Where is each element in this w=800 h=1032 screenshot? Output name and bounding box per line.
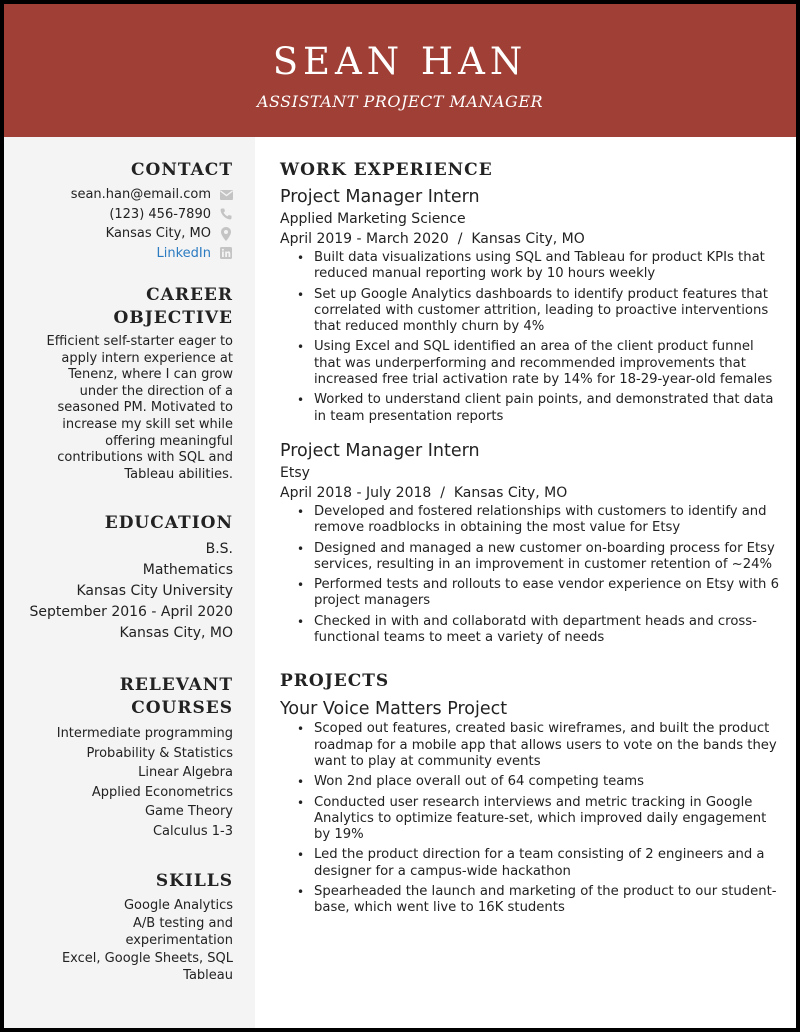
- education-section: [4, 512, 233, 644]
- education-location: Kansas City, MO: [119, 625, 233, 642]
- skills-title: SKILLS: [155, 871, 233, 892]
- skills-section: [4, 870, 233, 985]
- candidate-role: ASSISTANT PROJECT MANAGER: [256, 92, 544, 111]
- job-title: Project Manager Intern: [280, 187, 480, 207]
- course-item: Calculus 1-3: [152, 823, 233, 839]
- objective-section: [4, 284, 233, 483]
- job-title: Project Manager Intern: [280, 440, 480, 461]
- resume-page: [4, 4, 796, 1028]
- sidebar: [4, 137, 255, 1028]
- job-entry: [280, 440, 780, 646]
- projects-section: [280, 670, 780, 916]
- project-bullet: • Scoped out features, created basic wireframes, and built the product roadmap for a mobile app that allows users to vote on the bands they want to play at community events: [297, 721, 780, 770]
- linkedin-icon: [219, 246, 233, 260]
- skill-item: Tableau: [183, 968, 233, 984]
- project-bullet: • Led the product direction for a team consisting of 2 engineers and a designer for a campus-wide hackathon: [297, 847, 780, 880]
- experience-title: WORK EXPERIENCE: [280, 160, 493, 180]
- job-meta: [280, 484, 780, 503]
- project-bullet: • Conducted user research interviews and metric tracking in Google Analytics to optimize feature-set, which improved daily engagement by 19%: [297, 795, 780, 844]
- job-bullet: • Developed and fostered relationships with customers to identify and remove roadblocks in obtaining the most value for Etsy: [297, 504, 780, 537]
- contact-linkedin[interactable]: [4, 244, 233, 264]
- job-separator: /: [457, 231, 463, 247]
- course-item: Game Theory: [144, 804, 233, 820]
- job-dates: April 2018 - July 2018: [280, 484, 432, 501]
- main-content: [280, 137, 780, 921]
- education-title: EDUCATION: [104, 513, 233, 534]
- candidate-name: SEAN HAN: [272, 40, 528, 83]
- contact-email[interactable]: [4, 185, 233, 205]
- contact-section: [4, 159, 233, 263]
- skill-item: A/B testing and: [133, 915, 233, 931]
- education-school: Kansas City University: [76, 583, 233, 600]
- course-item: Applied Econometrics: [91, 784, 233, 800]
- job-bullets: [297, 250, 780, 425]
- email-text: sean.han@email.com: [70, 187, 211, 202]
- map-pin-icon: [219, 227, 233, 241]
- skill-item: Google Analytics: [123, 898, 233, 914]
- contact-title: CONTACT: [131, 160, 233, 180]
- job-meta: [280, 230, 780, 249]
- job-dates: April 2019 - March 2020: [280, 231, 449, 247]
- phone-icon: [219, 207, 233, 221]
- job-company: Etsy: [280, 464, 310, 481]
- job-separator: /: [440, 484, 445, 501]
- courses-section: [4, 674, 233, 841]
- envelope-icon: [219, 188, 233, 202]
- job-location: Kansas City, MO: [453, 484, 568, 501]
- course-item: Linear Algebra: [138, 765, 233, 781]
- job-bullet: • Worked to understand client pain points, and demonstrated that data in team presentation reports: [297, 392, 780, 425]
- skill-item: experimentation: [125, 933, 233, 949]
- project-entry: [280, 698, 780, 916]
- location-text: Kansas City, MO: [105, 226, 211, 241]
- objective-text: Efficient self-starter eager to apply intern experience at Tenenz, where I can grow under the direction of a seasoned PM. Motivated to increase my skill set while offering meaningful contributions with SQL and Tableau abilities.: [46, 334, 233, 482]
- project-title: Your Voice Matters Project: [280, 699, 508, 720]
- job-bullet: • Set up Google Analytics dashboards to identify product features that correlated with customer attrition, leading to proactive interventions that reduced monthly churn by 4%: [297, 287, 780, 336]
- education-major: Mathematics: [142, 562, 233, 579]
- resume-header: [4, 4, 796, 137]
- job-bullet: • Designed and managed a new customer on-boarding process for Etsy services, resulting in an improvement in customer retention of ~24%: [297, 541, 780, 574]
- phone-text: (123) 456-7890: [109, 206, 211, 222]
- linkedin-link[interactable]: LinkedIn: [156, 245, 211, 261]
- education-degree: B.S.: [205, 541, 233, 558]
- project-bullet: • Spearheaded the launch and marketing of the product to our student-base, which went live to 16K students: [297, 884, 780, 917]
- experience-section: [280, 159, 780, 646]
- job-location: Kansas City, MO: [471, 231, 585, 247]
- course-item: Intermediate programming: [56, 726, 233, 742]
- skill-item: Excel, Google Sheets, SQL: [61, 950, 233, 966]
- job-bullet: • Using Excel and SQL identified an area of the client product funnel that was underperforming and recommended improvements that increased free trial activation rate by 14% for 18-29-year-old females: [297, 339, 780, 388]
- courses-title-line1: RELEVANT: [119, 675, 233, 696]
- job-bullets: [297, 504, 780, 646]
- education-dates: September 2016 - April 2020: [29, 604, 233, 621]
- project-bullet: • Won 2nd place overall out of 64 competing teams: [297, 774, 780, 790]
- contact-location: [4, 224, 233, 244]
- job-company: Applied Marketing Science: [280, 211, 466, 227]
- objective-title-line2: OBJECTIVE: [113, 308, 233, 328]
- job-bullet: • Performed tests and rollouts to ease vendor experience on Etsy with 6 project managers: [297, 577, 780, 610]
- job-entry: [280, 186, 780, 425]
- job-bullet: • Built data visualizations using SQL and Tableau for product KPIs that reduced manual reporting work by 10 hours weekly: [297, 250, 780, 283]
- course-item: Probability & Statistics: [86, 745, 233, 761]
- courses-title-line2: COURSES: [131, 698, 233, 719]
- objective-title-line1: CAREER: [146, 285, 233, 305]
- project-bullets: [297, 721, 780, 916]
- projects-title: PROJECTS: [280, 671, 390, 692]
- job-bullet: • Checked in with and collaboratd with department heads and cross-functional teams to meet a variety of needs: [297, 614, 780, 647]
- contact-phone[interactable]: [4, 205, 233, 225]
